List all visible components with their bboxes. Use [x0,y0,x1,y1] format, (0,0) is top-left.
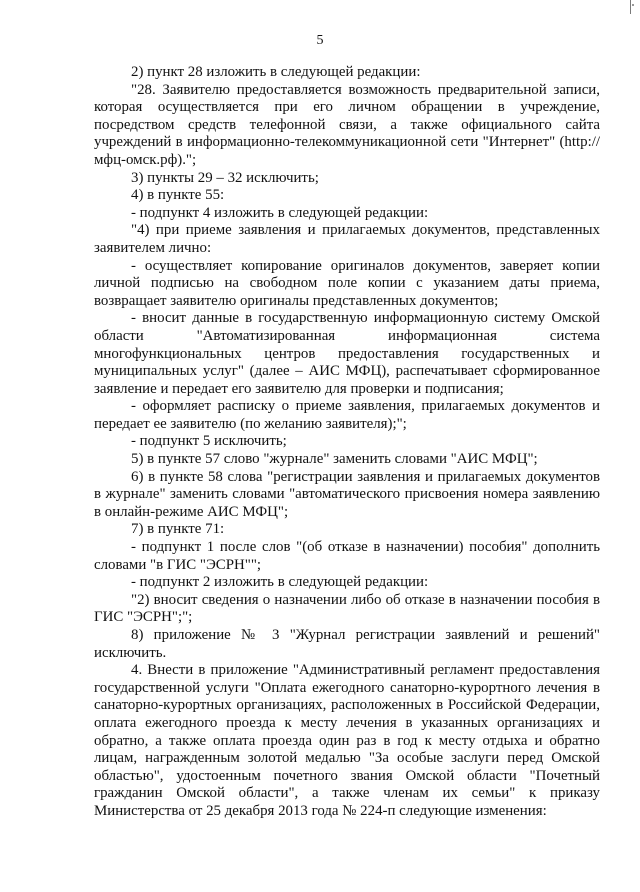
subitem-2-text: "2) вносит сведения о назначении либо об отказе в назначении пособия в ГИС "ЭСРН";"; [94,591,600,626]
section-4-paragraph: 4. Внести в приложение "Административный регламент предоставления государственной услуги "Оплата ежегодного санаторно-курортного лечения в санаторно-курортных организациях, расположенных в Российской Федерации, оплата ежегодного проезда к месту лечения в указанных организациях и обратно, а также оплата проезда один раз в год к месту отдыха и обратно лицам, награжденным золотой медалью "За особые заслуги перед Омской областью", удостоенным почетного звания Омской области "Почетный гражданин Омской области", а также членам их семьи" к приказу Министерства от 25 декабря 2013 года № 224-п следующие изменения: [94,662,600,819]
item-4-paragraph: 4) в пункте 55: [131,187,225,204]
subitem-1-paragraph: - подпункт 1 после слов "(об отказе в назначении) пособия" дополнить словами "в ГИС "ЭСРН""; [94,539,600,573]
subitem-2-intro: - подпункт 2 изложить в следующей редакции: [131,574,429,591]
item-6-paragraph: 6) в пункте 58 слова "регистрации заявления и прилагаемых документов в журнале" заменить словами "автоматического присвоения номера заявлению в онлайн-режиме АИС МФЦ"; [94,468,600,520]
copying-clause: - осуществляет копирование оригиналов документов, заверяет копии личной подписью на свободном поле копии с указанием даты приема, возвращает заявителю оригиналы представленных документов; [94,257,600,309]
receipt-clause: - оформляет расписку о приеме заявления, прилагаемых документов и передает ее заявителю (по желанию заявителя);"; [94,398,600,432]
item-3-paragraph: 3) пункты 29 – 32 исключить; [131,169,319,186]
subitem-5-paragraph: - подпункт 5 исключить; [131,433,287,450]
document-body [94,64,600,821]
item-2-paragraph: 2) пункт 28 изложить в следующей редакции: [131,64,421,80]
item-8-paragraph: 8) приложение № 3 "Журнал регистрации заявлений и решений" исключить. [94,627,600,661]
subitem-4-text: "4) при приеме заявления и прилагаемых документов, представленных заявителем лично: [94,222,600,256]
point-28-text: "28. Заявителю предоставляется возможность предварительной записи, которая осуществляется при его личном обращении в учреждение, посредством средств телефонной связи, а также официального сайта учреждений в информационно-телекоммуникационной сети "Интернет" (http://мфц-омск.рф)."; [94,81,600,168]
item-5-paragraph: 5) в пункте 57 слово "журнале" заменить словами "АИС МФЦ"; [131,451,538,468]
scan-edge-mark [630,0,631,14]
scan-speck [632,4,634,6]
ais-mfc-clause: - вносит данные в государственную информационную систему Омской области "Автоматизированная информационная система многофункциональных центров предоставления государственных и муниципальных услуг" (далее – АИС МФЦ), распечатывает сформированное заявление и передает его заявителю для проверки и подписания; [94,310,600,397]
page-number: 5 [316,33,324,48]
item-7-paragraph: 7) в пункте 71: [131,521,225,538]
subitem-4-intro: - подпункт 4 изложить в следующей редакции: [131,204,429,221]
